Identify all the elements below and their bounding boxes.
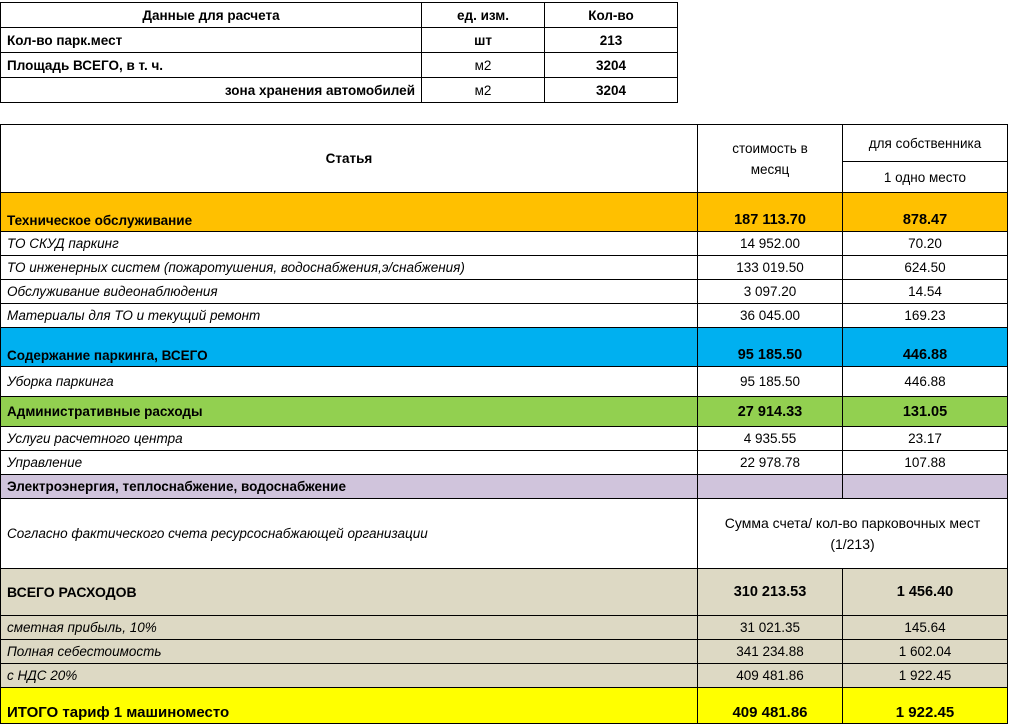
params-label[interactable]: зона хранения автомобилей xyxy=(1,78,422,103)
params-table xyxy=(0,2,678,103)
total-row xyxy=(1,569,1008,616)
section-monthly[interactable]: 95 185.50 xyxy=(698,328,843,367)
row-monthly[interactable]: 14 952.00 xyxy=(698,232,843,256)
row-per-place[interactable]: 624.50 xyxy=(843,256,1008,280)
row-name[interactable]: Услуги расчетного центра xyxy=(1,427,698,451)
section-row-admin xyxy=(1,397,1008,427)
itogo-per-place[interactable]: 1 922.45 xyxy=(843,688,1008,724)
table-row xyxy=(1,304,1008,328)
utility-note-formula[interactable]: Сумма счета/ кол-во парковочных мест (1/213) xyxy=(698,499,1008,569)
params-row-total-area xyxy=(1,53,678,78)
params-value[interactable]: 3204 xyxy=(545,78,678,103)
row-per-place[interactable]: 14.54 xyxy=(843,280,1008,304)
params-header-unit: ед. изм. xyxy=(422,3,545,28)
row-monthly[interactable]: 95 185.50 xyxy=(698,367,843,397)
header-monthly: стоимость в месяц xyxy=(698,125,843,193)
params-value[interactable]: 3204 xyxy=(545,53,678,78)
row-per-place[interactable]: 1 602.04 xyxy=(843,640,1008,664)
row-name[interactable]: Полная себестоимость xyxy=(1,640,698,664)
section-per-place[interactable]: 131.05 xyxy=(843,397,1008,427)
row-per-place[interactable]: 107.88 xyxy=(843,451,1008,475)
row-monthly[interactable]: 409 481.86 xyxy=(698,664,843,688)
row-per-place[interactable]: 446.88 xyxy=(843,367,1008,397)
params-header-row xyxy=(1,3,678,28)
row-monthly[interactable]: 133 019.50 xyxy=(698,256,843,280)
table-row xyxy=(1,427,1008,451)
params-header-value: Кол-во xyxy=(545,3,678,28)
cost-header-row xyxy=(1,125,1008,162)
table-row xyxy=(1,451,1008,475)
row-name[interactable]: ТО инженерных систем (пожаротушения, водоснабжения,э/снабжения) xyxy=(1,256,698,280)
row-monthly[interactable]: 22 978.78 xyxy=(698,451,843,475)
section-row-utilities xyxy=(1,475,1008,499)
table-row xyxy=(1,616,1008,640)
utility-note-row xyxy=(1,499,1008,569)
row-name[interactable]: Обслуживание видеонаблюдения xyxy=(1,280,698,304)
table-row xyxy=(1,664,1008,688)
itogo-monthly[interactable]: 409 481.86 xyxy=(698,688,843,724)
section-per-place[interactable]: 446.88 xyxy=(843,328,1008,367)
section-title[interactable]: Административные расходы xyxy=(1,397,698,427)
total-monthly[interactable]: 310 213.53 xyxy=(698,569,843,616)
table-row xyxy=(1,367,1008,397)
params-unit[interactable]: шт xyxy=(422,28,545,53)
row-per-place[interactable]: 70.20 xyxy=(843,232,1008,256)
section-per-place-empty[interactable] xyxy=(843,475,1008,499)
cost-table xyxy=(0,124,1008,724)
table-row xyxy=(1,280,1008,304)
row-monthly[interactable]: 341 234.88 xyxy=(698,640,843,664)
section-per-place[interactable]: 878.47 xyxy=(843,193,1008,232)
row-name[interactable]: с НДС 20% xyxy=(1,664,698,688)
row-name[interactable]: Уборка паркинга xyxy=(1,367,698,397)
params-label[interactable]: Кол-во парк.мест xyxy=(1,28,422,53)
header-per-place: 1 одно место xyxy=(843,162,1008,193)
section-title[interactable]: Техническое обслуживание xyxy=(1,193,698,232)
params-header-label: Данные для расчета xyxy=(1,3,422,28)
table-row xyxy=(1,232,1008,256)
section-monthly[interactable]: 187 113.70 xyxy=(698,193,843,232)
row-per-place[interactable]: 1 922.45 xyxy=(843,664,1008,688)
params-label[interactable]: Площадь ВСЕГО, в т. ч. xyxy=(1,53,422,78)
row-per-place[interactable]: 145.64 xyxy=(843,616,1008,640)
itogo-row xyxy=(1,688,1008,724)
row-name[interactable]: Материалы для ТО и текущий ремонт xyxy=(1,304,698,328)
section-row-maintenance xyxy=(1,193,1008,232)
header-item: Статья xyxy=(1,125,698,193)
row-monthly[interactable]: 3 097.20 xyxy=(698,280,843,304)
table-row xyxy=(1,256,1008,280)
section-monthly[interactable]: 27 914.33 xyxy=(698,397,843,427)
section-row-parking-upkeep xyxy=(1,328,1008,367)
itogo-label[interactable]: ИТОГО тариф 1 машиноместо xyxy=(1,688,698,724)
params-row-storage-area xyxy=(1,78,678,103)
row-name[interactable]: сметная прибыль, 10% xyxy=(1,616,698,640)
row-per-place[interactable]: 23.17 xyxy=(843,427,1008,451)
params-unit[interactable]: м2 xyxy=(422,53,545,78)
utility-note-name[interactable]: Согласно фактического счета ресурсоснабжающей организации xyxy=(1,499,698,569)
params-value[interactable]: 213 xyxy=(545,28,678,53)
header-owner: для собственника xyxy=(843,125,1008,162)
total-label[interactable]: ВСЕГО РАСХОДОВ xyxy=(1,569,698,616)
total-per-place[interactable]: 1 456.40 xyxy=(843,569,1008,616)
params-unit[interactable]: м2 xyxy=(422,78,545,103)
row-per-place[interactable]: 169.23 xyxy=(843,304,1008,328)
section-monthly-empty[interactable] xyxy=(698,475,843,499)
section-title[interactable]: Электроэнергия, теплоснабжение, водоснабжение xyxy=(1,475,698,499)
row-monthly[interactable]: 4 935.55 xyxy=(698,427,843,451)
row-name[interactable]: ТО СКУД паркинг xyxy=(1,232,698,256)
row-name[interactable]: Управление xyxy=(1,451,698,475)
row-monthly[interactable]: 36 045.00 xyxy=(698,304,843,328)
section-title[interactable]: Содержание паркинга, ВСЕГО xyxy=(1,328,698,367)
params-row-parking-count xyxy=(1,28,678,53)
row-monthly[interactable]: 31 021.35 xyxy=(698,616,843,640)
table-row xyxy=(1,640,1008,664)
